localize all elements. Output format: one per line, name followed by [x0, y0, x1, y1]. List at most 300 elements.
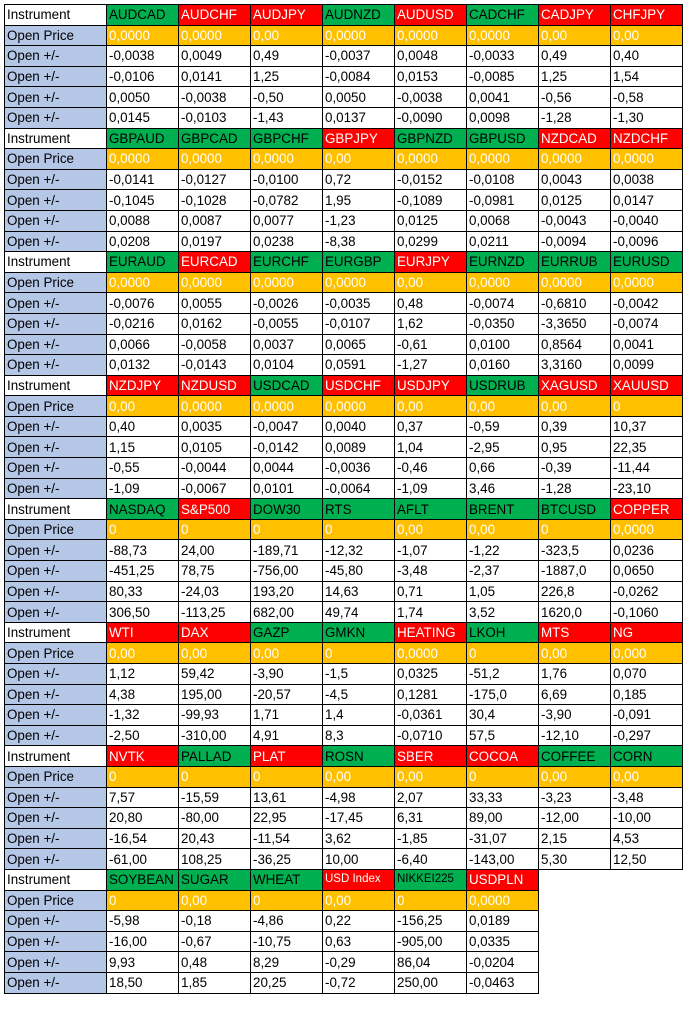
- open-price-value: 0,0000: [539, 149, 611, 170]
- open-price-label: Open Price: [5, 643, 107, 664]
- open-change-value: -143,00: [467, 849, 539, 870]
- open-change-label: Open +/-: [5, 87, 107, 108]
- open-change-value: 33,33: [467, 787, 539, 808]
- open-price-value: 0,00: [179, 890, 251, 911]
- open-change-value: 1,25: [251, 66, 323, 87]
- open-change-row: [5, 210, 683, 231]
- open-price-value: 0,00: [611, 766, 683, 787]
- open-change-label: Open +/-: [5, 355, 107, 376]
- open-change-value: 0,48: [395, 293, 467, 314]
- open-change-label: Open +/-: [5, 437, 107, 458]
- symbol-gbpjpy: GBPJPY: [323, 128, 395, 149]
- open-change-value: 0,0100: [467, 334, 539, 355]
- symbol-euraud: EURAUD: [107, 252, 179, 273]
- symbol-eurnzd: EURNZD: [467, 252, 539, 273]
- open-price-value: 0,00: [179, 643, 251, 664]
- open-price-value: 0: [323, 519, 395, 540]
- open-price-value: 0: [467, 643, 539, 664]
- symbol-eurusd: EURUSD: [611, 252, 683, 273]
- open-change-value: 3,62: [323, 828, 395, 849]
- open-change-value: -3,23: [539, 787, 611, 808]
- open-change-value: -0,0100: [251, 169, 323, 190]
- open-change-value: 7,57: [107, 787, 179, 808]
- open-change-value: 13,61: [251, 787, 323, 808]
- open-price-value: 0,0000: [179, 149, 251, 170]
- open-change-row: [5, 972, 683, 993]
- open-change-value: -1,30: [611, 107, 683, 128]
- open-change-label: Open +/-: [5, 808, 107, 829]
- open-change-value: -0,58: [611, 87, 683, 108]
- open-change-value: -0,1060: [611, 602, 683, 623]
- open-price-label: Open Price: [5, 766, 107, 787]
- open-price-value: 0: [179, 766, 251, 787]
- open-price-row: [5, 25, 683, 46]
- instrument-label: Instrument: [5, 128, 107, 149]
- open-change-label: Open +/-: [5, 540, 107, 561]
- open-change-value: 22,95: [251, 808, 323, 829]
- open-change-value: 0,0049: [179, 46, 251, 67]
- open-change-value: -20,57: [251, 684, 323, 705]
- symbol-nikkei225: NIKKEI225: [395, 869, 467, 890]
- open-change-row: [5, 334, 683, 355]
- open-change-row: [5, 416, 683, 437]
- open-change-value: 1,74: [395, 602, 467, 623]
- open-price-value: 0,0000: [611, 149, 683, 170]
- open-change-value: -0,0026: [251, 293, 323, 314]
- symbol-heating: HEATING: [395, 622, 467, 643]
- symbol-eurcad: EURCAD: [179, 252, 251, 273]
- open-price-value: 0: [323, 643, 395, 664]
- open-change-value: 0,0105: [179, 437, 251, 458]
- open-change-value: 0,070: [611, 664, 683, 685]
- open-change-row: [5, 231, 683, 252]
- open-change-value: 1,71: [251, 705, 323, 726]
- open-change-value: 5,30: [539, 849, 611, 870]
- empty-cell: [611, 890, 683, 911]
- open-price-value: 0: [251, 766, 323, 787]
- open-change-value: 0,0066: [107, 334, 179, 355]
- symbol-wti: WTI: [107, 622, 179, 643]
- open-change-value: 1,04: [395, 437, 467, 458]
- symbol-eurgbp: EURGBP: [323, 252, 395, 273]
- open-change-value: 682,00: [251, 602, 323, 623]
- open-price-value: 0,000: [611, 643, 683, 664]
- open-change-value: 2,07: [395, 787, 467, 808]
- open-change-label: Open +/-: [5, 725, 107, 746]
- open-change-value: -0,0103: [179, 107, 251, 128]
- open-change-value: -905,00: [395, 931, 467, 952]
- open-change-value: -36,25: [251, 849, 323, 870]
- open-price-value: 0,0000: [467, 890, 539, 911]
- symbol-aflt: AFLT: [395, 499, 467, 520]
- symbol-coffee: COFFEE: [539, 746, 611, 767]
- instrument-row: [5, 499, 683, 520]
- open-change-value: 1,54: [611, 66, 683, 87]
- open-change-value: -0,0038: [395, 87, 467, 108]
- open-change-label: Open +/-: [5, 684, 107, 705]
- open-change-value: 0,0325: [395, 664, 467, 685]
- open-change-row: [5, 808, 683, 829]
- open-price-value: 0,0000: [251, 272, 323, 293]
- open-change-label: Open +/-: [5, 458, 107, 479]
- open-change-label: Open +/-: [5, 293, 107, 314]
- open-change-value: -15,59: [179, 787, 251, 808]
- open-change-value: -1,85: [395, 828, 467, 849]
- empty-cell: [611, 869, 683, 890]
- instrument-label: Instrument: [5, 375, 107, 396]
- open-price-value: 0,00: [539, 766, 611, 787]
- symbol-wheat: WHEAT: [251, 869, 323, 890]
- open-change-value: -189,71: [251, 540, 323, 561]
- open-change-value: 0,0041: [611, 334, 683, 355]
- open-change-value: 0,22: [323, 911, 395, 932]
- open-change-value: -0,0074: [467, 293, 539, 314]
- open-change-value: -0,0127: [179, 169, 251, 190]
- symbol-usdcad: USDCAD: [251, 375, 323, 396]
- instrument-row: [5, 746, 683, 767]
- open-change-value: -0,18: [179, 911, 251, 932]
- open-change-value: -0,72: [323, 972, 395, 993]
- open-change-value: 0,0211: [467, 231, 539, 252]
- open-change-value: 20,43: [179, 828, 251, 849]
- open-change-value: -0,61: [395, 334, 467, 355]
- open-change-value: -1887,0: [539, 561, 611, 582]
- symbol-eurrub: EURRUB: [539, 252, 611, 273]
- symbol-audusd: AUDUSD: [395, 5, 467, 26]
- open-change-value: 89,00: [467, 808, 539, 829]
- open-change-value: 4,53: [611, 828, 683, 849]
- open-change-value: -2,95: [467, 437, 539, 458]
- open-change-value: 80,33: [107, 581, 179, 602]
- empty-cell: [539, 869, 611, 890]
- empty-cell: [611, 972, 683, 993]
- open-change-value: 1,12: [107, 664, 179, 685]
- open-price-value: 0,0000: [323, 396, 395, 417]
- instrument-label: Instrument: [5, 252, 107, 273]
- open-change-value: 0,0068: [467, 210, 539, 231]
- open-change-value: 1,95: [323, 190, 395, 211]
- symbol-eurjpy: EURJPY: [395, 252, 467, 273]
- open-change-value: 0,0137: [323, 107, 395, 128]
- open-change-value: -3,48: [611, 787, 683, 808]
- open-change-row: [5, 355, 683, 376]
- symbol-nvtk: NVTK: [107, 746, 179, 767]
- open-price-label: Open Price: [5, 890, 107, 911]
- open-change-value: 0,71: [395, 581, 467, 602]
- open-change-value: 0,0104: [251, 355, 323, 376]
- open-price-value: 0: [107, 766, 179, 787]
- open-price-value: 0,0000: [467, 272, 539, 293]
- open-change-value: -156,25: [395, 911, 467, 932]
- open-change-value: -4,86: [251, 911, 323, 932]
- open-change-row: [5, 540, 683, 561]
- open-change-value: 1,05: [467, 581, 539, 602]
- open-change-row: [5, 313, 683, 334]
- open-change-value: -1,23: [323, 210, 395, 231]
- open-change-value: -0,39: [539, 458, 611, 479]
- open-price-value: 0,00: [539, 643, 611, 664]
- open-change-row: [5, 787, 683, 808]
- open-change-value: -0,0058: [179, 334, 251, 355]
- open-change-value: -10,75: [251, 931, 323, 952]
- open-price-value: 0,00: [107, 643, 179, 664]
- open-change-value: -0,0090: [395, 107, 467, 128]
- symbol-xauusd: XAUUSD: [611, 375, 683, 396]
- open-price-row: [5, 519, 683, 540]
- open-change-value: -16,54: [107, 828, 179, 849]
- open-change-value: 86,04: [395, 952, 467, 973]
- open-change-value: -0,0141: [107, 169, 179, 190]
- symbol-sugar: SUGAR: [179, 869, 251, 890]
- open-change-value: -0,0033: [467, 46, 539, 67]
- open-change-value: 8,29: [251, 952, 323, 973]
- open-change-value: 0,0038: [611, 169, 683, 190]
- open-change-value: 1,15: [107, 437, 179, 458]
- open-change-label: Open +/-: [5, 313, 107, 334]
- open-change-value: 3,52: [467, 602, 539, 623]
- open-price-value: 0,0000: [395, 643, 467, 664]
- open-change-value: -0,0107: [323, 313, 395, 334]
- open-change-value: 1,76: [539, 664, 611, 685]
- open-change-value: -0,0152: [395, 169, 467, 190]
- open-change-value: -0,1045: [107, 190, 179, 211]
- open-price-value: 0: [251, 890, 323, 911]
- open-change-value: -12,10: [539, 725, 611, 746]
- symbol-cadchf: CADCHF: [467, 5, 539, 26]
- open-change-value: 0,63: [323, 931, 395, 952]
- open-change-value: 1,25: [539, 66, 611, 87]
- open-change-value: 0,0208: [107, 231, 179, 252]
- open-change-value: -0,0044: [179, 458, 251, 479]
- open-change-value: -0,1089: [395, 190, 467, 211]
- open-price-value: 0,00: [539, 25, 611, 46]
- open-change-value: 0,0153: [395, 66, 467, 87]
- open-change-value: 9,93: [107, 952, 179, 973]
- open-change-value: -1,28: [539, 478, 611, 499]
- open-change-label: Open +/-: [5, 46, 107, 67]
- open-change-row: [5, 684, 683, 705]
- open-change-label: Open +/-: [5, 972, 107, 993]
- symbol-nzdcad: NZDCAD: [539, 128, 611, 149]
- symbol-dow30: DOW30: [251, 499, 323, 520]
- empty-cell: [539, 972, 611, 993]
- symbol-rts: RTS: [323, 499, 395, 520]
- open-price-value: 0,0000: [251, 396, 323, 417]
- open-change-value: -0,56: [539, 87, 611, 108]
- open-change-value: -2,37: [467, 561, 539, 582]
- open-change-value: 108,25: [179, 849, 251, 870]
- open-change-value: -1,09: [107, 478, 179, 499]
- quotes-table-body: [5, 5, 683, 994]
- open-change-value: 0,72: [323, 169, 395, 190]
- open-change-value: -1,07: [395, 540, 467, 561]
- open-change-value: 0,0147: [611, 190, 683, 211]
- open-change-value: -0,0350: [467, 313, 539, 334]
- open-change-row: [5, 190, 683, 211]
- open-price-row: [5, 149, 683, 170]
- open-change-label: Open +/-: [5, 705, 107, 726]
- open-change-value: -45,80: [323, 561, 395, 582]
- open-change-value: 0,39: [539, 416, 611, 437]
- open-change-value: -0,0055: [251, 313, 323, 334]
- open-change-value: 20,25: [251, 972, 323, 993]
- open-price-value: 0,00: [323, 766, 395, 787]
- open-change-value: -0,0038: [107, 46, 179, 67]
- open-change-value: -310,00: [179, 725, 251, 746]
- open-change-value: -0,46: [395, 458, 467, 479]
- open-change-value: -1,5: [323, 664, 395, 685]
- symbol-dax: DAX: [179, 622, 251, 643]
- open-price-row: [5, 643, 683, 664]
- open-change-row: [5, 66, 683, 87]
- open-change-value: 0,0197: [179, 231, 251, 252]
- open-change-value: 0,66: [467, 458, 539, 479]
- open-price-value: 0,0000: [107, 272, 179, 293]
- open-change-value: 0,0099: [611, 355, 683, 376]
- open-change-value: 0,0037: [251, 334, 323, 355]
- symbol-gmkn: GMKN: [323, 622, 395, 643]
- open-change-value: 10,00: [323, 849, 395, 870]
- open-change-value: -12,32: [323, 540, 395, 561]
- open-change-value: -0,0040: [611, 210, 683, 231]
- empty-cell: [539, 952, 611, 973]
- open-change-label: Open +/-: [5, 169, 107, 190]
- open-change-value: 0,0125: [395, 210, 467, 231]
- open-change-row: [5, 293, 683, 314]
- open-price-value: 0,00: [323, 890, 395, 911]
- open-change-value: -1,22: [467, 540, 539, 561]
- instrument-label: Instrument: [5, 869, 107, 890]
- open-change-value: -12,00: [539, 808, 611, 829]
- symbol-cadjpy: CADJPY: [539, 5, 611, 26]
- open-change-value: -0,0361: [395, 705, 467, 726]
- open-change-value: 20,80: [107, 808, 179, 829]
- open-change-value: 0,0591: [323, 355, 395, 376]
- open-change-label: Open +/-: [5, 952, 107, 973]
- open-change-value: 1,62: [395, 313, 467, 334]
- instrument-label: Instrument: [5, 5, 107, 26]
- open-change-value: 0,0040: [323, 416, 395, 437]
- open-change-value: 0,0236: [611, 540, 683, 561]
- open-change-value: -61,00: [107, 849, 179, 870]
- open-change-value: -24,03: [179, 581, 251, 602]
- open-change-row: [5, 602, 683, 623]
- symbol-usdrub: USDRUB: [467, 375, 539, 396]
- open-change-value: 0,0077: [251, 210, 323, 231]
- open-price-value: 0,00: [251, 643, 323, 664]
- open-change-label: Open +/-: [5, 828, 107, 849]
- open-change-value: 0,0050: [323, 87, 395, 108]
- open-change-label: Open +/-: [5, 849, 107, 870]
- open-price-value: 0: [539, 519, 611, 540]
- open-change-label: Open +/-: [5, 107, 107, 128]
- open-change-value: -5,98: [107, 911, 179, 932]
- open-change-value: 1,85: [179, 972, 251, 993]
- symbol-usd-index: USD Index: [323, 869, 395, 890]
- open-price-value: 0,0000: [611, 272, 683, 293]
- open-change-label: Open +/-: [5, 231, 107, 252]
- symbol-gbpusd: GBPUSD: [467, 128, 539, 149]
- symbol-gbpaud: GBPAUD: [107, 128, 179, 149]
- open-change-value: -51,2: [467, 664, 539, 685]
- open-price-value: 0,0000: [251, 149, 323, 170]
- open-price-value: 0,0000: [467, 149, 539, 170]
- open-change-value: 0,49: [251, 46, 323, 67]
- open-price-label: Open Price: [5, 25, 107, 46]
- open-change-value: -1,43: [251, 107, 323, 128]
- open-change-value: -0,55: [107, 458, 179, 479]
- open-change-value: 0,48: [179, 952, 251, 973]
- open-change-value: 0,0125: [539, 190, 611, 211]
- symbol-pallad: PALLAD: [179, 746, 251, 767]
- open-change-value: -0,0038: [179, 87, 251, 108]
- open-price-value: 0,0000: [467, 25, 539, 46]
- symbol-usdjpy: USDJPY: [395, 375, 467, 396]
- open-price-value: 0: [395, 890, 467, 911]
- quotes-table: [4, 4, 683, 994]
- symbol-s-p500: S&P500: [179, 499, 251, 520]
- open-change-row: [5, 911, 683, 932]
- open-price-value: 0,0000: [107, 25, 179, 46]
- symbol-rosn: ROSN: [323, 746, 395, 767]
- open-price-value: 0,00: [395, 766, 467, 787]
- open-change-label: Open +/-: [5, 416, 107, 437]
- open-change-value: -0,0981: [467, 190, 539, 211]
- instrument-row: [5, 375, 683, 396]
- instrument-label: Instrument: [5, 746, 107, 767]
- open-change-value: 0,0065: [323, 334, 395, 355]
- open-price-value: 0,0000: [539, 272, 611, 293]
- open-change-label: Open +/-: [5, 478, 107, 499]
- open-change-row: [5, 581, 683, 602]
- open-change-value: 12,50: [611, 849, 683, 870]
- open-change-value: 193,20: [251, 581, 323, 602]
- open-change-value: -10,00: [611, 808, 683, 829]
- open-change-value: -1,32: [107, 705, 179, 726]
- open-change-row: [5, 478, 683, 499]
- open-change-value: -11,54: [251, 828, 323, 849]
- open-change-value: -1,09: [395, 478, 467, 499]
- symbol-nzdjpy: NZDJPY: [107, 375, 179, 396]
- open-change-value: 0,0162: [179, 313, 251, 334]
- empty-cell: [611, 931, 683, 952]
- symbol-audnzd: AUDNZD: [323, 5, 395, 26]
- open-change-value: -0,0037: [323, 46, 395, 67]
- open-change-value: 2,15: [539, 828, 611, 849]
- open-price-row: [5, 890, 683, 911]
- open-change-value: -0,091: [611, 705, 683, 726]
- open-change-value: 0,0299: [395, 231, 467, 252]
- open-change-value: 195,00: [179, 684, 251, 705]
- open-change-value: 250,00: [395, 972, 467, 993]
- open-change-value: 0,0335: [467, 931, 539, 952]
- open-change-value: 0,40: [611, 46, 683, 67]
- open-price-label: Open Price: [5, 272, 107, 293]
- open-change-value: -451,25: [107, 561, 179, 582]
- open-price-value: 0: [179, 519, 251, 540]
- open-change-value: 0,95: [539, 437, 611, 458]
- open-change-value: -0,0710: [395, 725, 467, 746]
- open-change-value: 0,0160: [467, 355, 539, 376]
- symbol-btcusd: BTCUSD: [539, 499, 611, 520]
- open-change-value: 0,40: [107, 416, 179, 437]
- open-change-value: -16,00: [107, 931, 179, 952]
- open-change-value: 0,49: [539, 46, 611, 67]
- open-change-value: 0,0055: [179, 293, 251, 314]
- symbol-lkoh: LKOH: [467, 622, 539, 643]
- open-price-value: 0,0000: [395, 149, 467, 170]
- open-change-value: -0,0047: [251, 416, 323, 437]
